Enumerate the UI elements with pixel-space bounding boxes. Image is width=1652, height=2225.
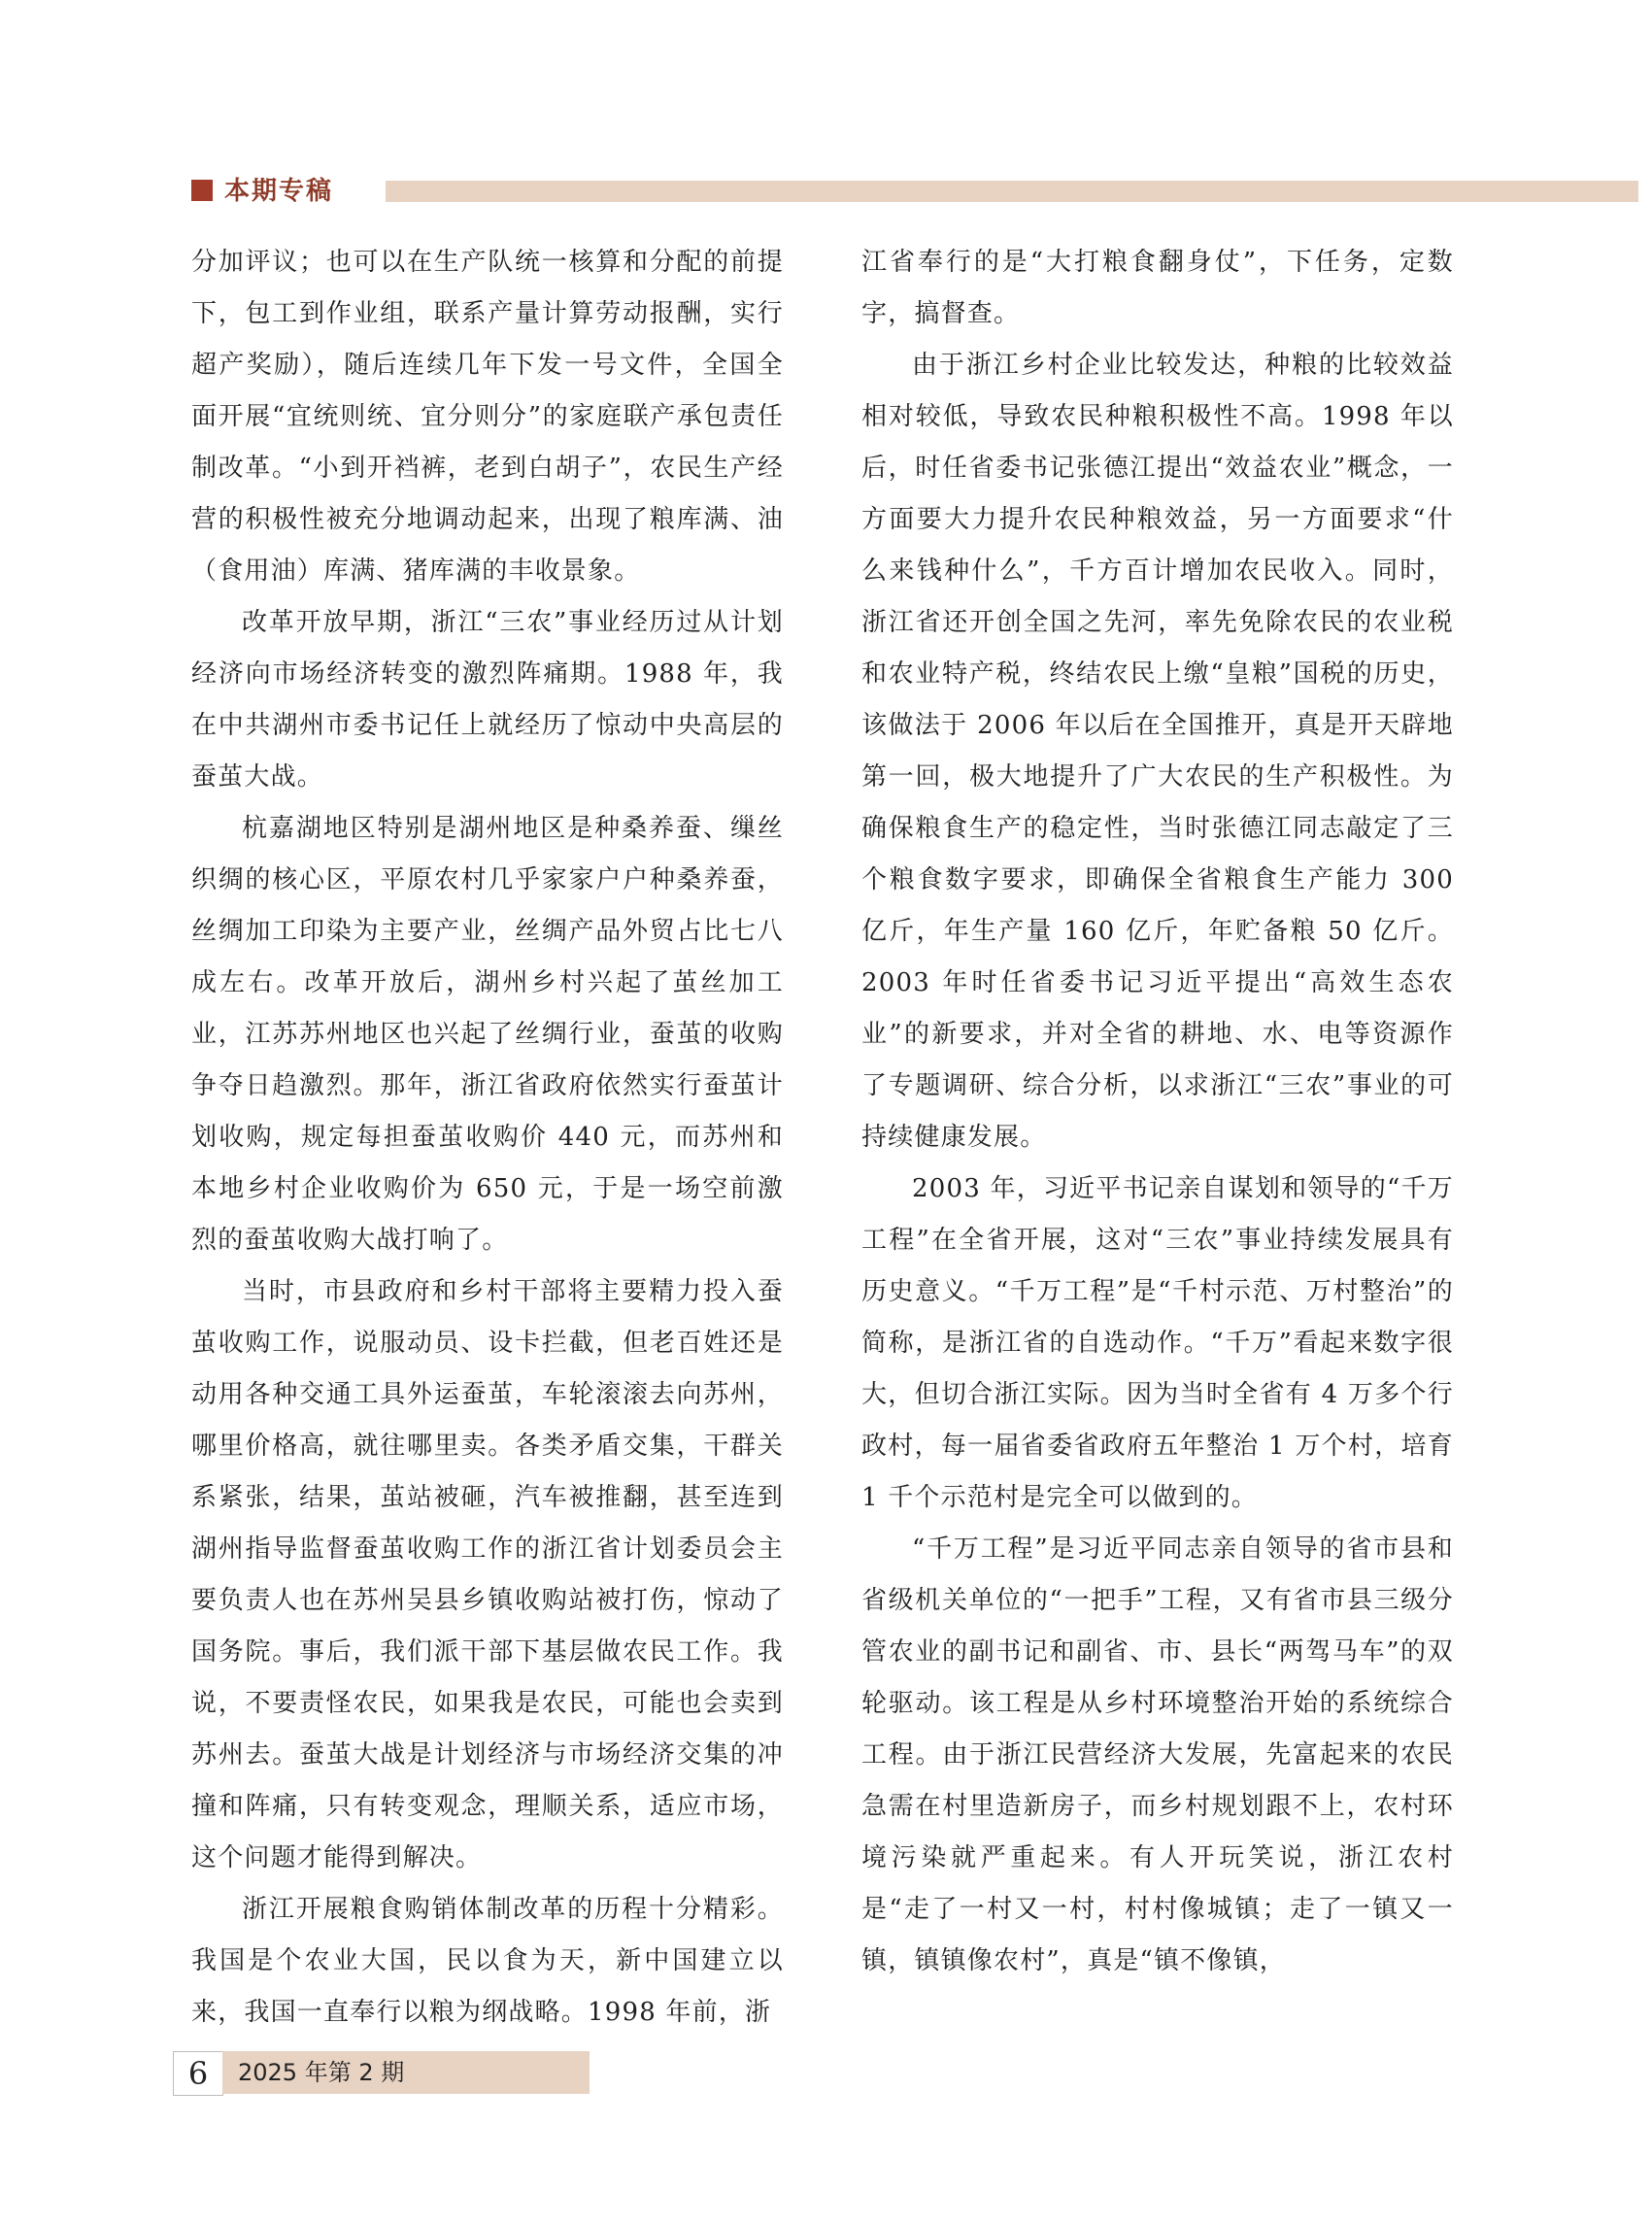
- page-number: 6: [173, 2051, 223, 2096]
- paragraph: 改革开放早期，浙江“三农”事业经历过从计划经济向市场经济转变的激烈阵痛期。1988 年，我在中共湖州市委书记任上就经历了惊动中央高层的蚕茧大战。: [191, 608, 784, 792]
- paragraph: 江省奉行的是“大打粮食翻身仗”，下任务，定数字，搞督查。: [861, 248, 1454, 328]
- section-marker-square: [191, 180, 213, 201]
- right-column: [861, 237, 1454, 1987]
- section-header: [191, 175, 1638, 208]
- paragraph: 2003 年，习近平书记亲自谋划和领导的“千万工程”在全省开展，这对“三农”事业持续发展具有历史意义。“千万工程”是“千村示范、万村整治”的简称，是浙江省的自选动作。“千万”看起来数字很大，但切合浙江实际。因为当时全省有 4 万多个行政村，每一届省委省政府五年整治 1 万个村，培育 1 千个示范村是完全可以做到的。: [861, 1174, 1454, 1512]
- issue-label: 2025 年第 2 期: [222, 2051, 590, 2094]
- paragraph: “千万工程”是习近平同志亲自领导的省市县和省级机关单位的“一把手”工程，又有省市县三级分管农业的副书记和副省、市、县长“两驾马车”的双轮驱动。该工程是从乡村环境整治开始的系统综合工程。由于浙江民营经济大发展，先富起来的农民急需在村里造新房子，而乡村规划跟不上，农村环境污染就严重起来。有人开玩笑说，浙江农村是“走了一村又一村，村村像城镇；走了一镇又一镇，镇镇像农村”，真是“镇不像镇，: [861, 1534, 1454, 1975]
- header-decorative-bar: [386, 181, 1638, 202]
- left-column: [191, 237, 784, 2039]
- paragraph: 杭嘉湖地区特别是湖州地区是种桑养蚕、缫丝织绸的核心区，平原农村几乎家家户户种桑养蚕，丝绸加工印染为主要产业，丝绸产品外贸占比七八成左右。改革开放后，湖州乡村兴起了茧丝加工业，江苏苏州地区也兴起了丝绸行业，蚕茧的收购争夺日趋激烈。那年，浙江省政府依然实行蚕茧计划收购，规定每担蚕茧收购价 440 元，而苏州和本地乡村企业收购价为 650 元，于是一场空前激烈的蚕茧收购大战打响了。: [191, 814, 784, 1255]
- paragraph: 由于浙江乡村企业比较发达，种粮的比较效益相对较低，导致农民种粮积极性不高。1998 年以后，时任省委书记张德江提出“效益农业”概念，一方面要大力提升农民种粮效益，另一方面要求“什么来钱种什么”，千方百计增加农民收入。同时，浙江省还开创全国之先河，率先免除农民的农业税和农业特产税，终结农民上缴“皇粮”国税的历史，该做法于 2006 年以后在全国推开，真是开天辟地第一回，极大地提升了广大农民的生产积极性。为确保粮食生产的稳定性，当时张德江同志敲定了三个粮食数字要求，即确保全省粮食生产能力 300 亿斤，年生产量 160 亿斤，年贮备粮 50 亿斤。2003 年时任省委书记习近平提出“高效生态农业”的新要求，并对全省的耕地、水、电等资源作了专题调研、综合分析，以求浙江“三农”事业的可持续健康发展。: [861, 351, 1454, 1152]
- paragraph: 当时，市县政府和乡村干部将主要精力投入蚕茧收购工作，说服动员、设卡拦截，但老百姓还是动用各种交通工具外运蚕茧，车轮滚滚去向苏州，哪里价格高，就往哪里卖。各类矛盾交集，干群关系紧张，结果，茧站被砸，汽车被推翻，甚至连到湖州指导监督蚕茧收购工作的浙江省计划委员会主要负责人也在苏州吴县乡镇收购站被打伤，惊动了国务院。事后，我们派干部下基层做农民工作。我说，不要责怪农民，如果我是农民，可能也会卖到苏州去。蚕茧大战是计划经济与市场经济交集的冲撞和阵痛，只有转变观念，理顺关系，适应市场，这个问题才能得到解决。: [191, 1277, 784, 1872]
- section-title: 本期专稿: [224, 177, 334, 206]
- paragraph: 分加评议；也可以在生产队统一核算和分配的前提下，包工到作业组，联系产量计算劳动报酬，实行超产奖励），随后连续几年下发一号文件，全国全面开展“宜统则统、宜分则分”的家庭联产承包责任制改革。“小到开裆裤，老到白胡子”，农民生产经营的积极性被充分地调动起来，出现了粮库满、油（食用油）库满、猪库满的丰收景象。: [191, 248, 784, 586]
- paragraph: 浙江开展粮食购销体制改革的历程十分精彩。我国是个农业大国，民以食为天，新中国建立以来，我国一直奉行以粮为纲战略。1998 年前，浙: [191, 1895, 784, 2027]
